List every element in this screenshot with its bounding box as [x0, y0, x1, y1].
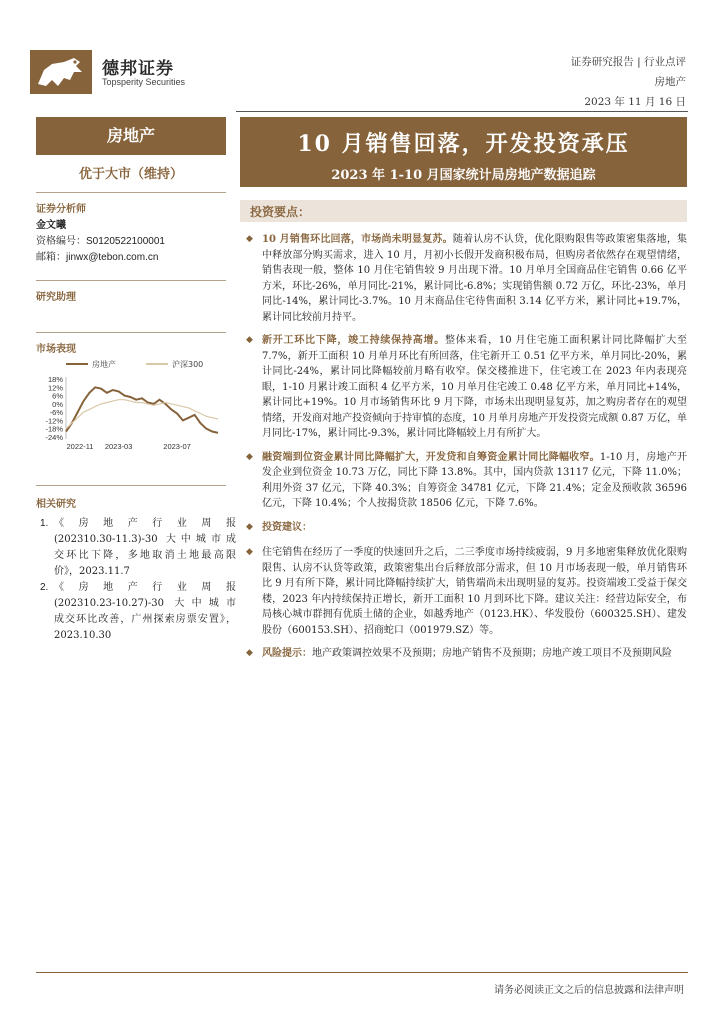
- key-point-paragraph: [244, 333, 687, 442]
- related-research-list: [36, 516, 236, 644]
- legend-label: 房地产: [92, 360, 116, 369]
- bullet-icon: ◆: [246, 648, 253, 658]
- related-item-num: 2.: [40, 582, 49, 593]
- related-item-line: (202310.30-11.3)-30 大中城市成: [54, 534, 236, 545]
- risk-body: 地产政策调控效果不及预期；房地产销售不及预期；房地产竣工项目不及预期风险: [312, 648, 672, 659]
- sidebar-divider: [36, 485, 226, 486]
- advice-paragraph: [244, 545, 687, 638]
- bullet-icon: ◆: [246, 521, 253, 532]
- analyst-cert: 资格编号：S0120522100001: [36, 236, 165, 247]
- y-tick-label: 12%: [47, 383, 63, 393]
- related-item-line: 交环比下降，多地取消土地最高限: [54, 550, 236, 561]
- related-item-line: 《 房 地 产 行 业 周 报: [54, 582, 236, 593]
- sidebar-divider: [36, 192, 226, 193]
- advice-heading: [244, 520, 687, 536]
- related-section-title: 相关研究: [36, 499, 76, 510]
- brand-logo: [30, 50, 200, 94]
- advice-body: 住宅销售在经历了一季度的快速回升之后，二三季度市场持续疲弱，9 月多地密集释放优化限购限售、认房不认贷等政策，政策密集出台后释放部分需求，但 10 月市场表现一般，单月销售环比 9 月有所下降，累计同比降幅持续扩大，销售端尚未出现明显的复苏。投资端竣工受益于保交楼，2023 年内持续保持正增长，新开工面积 10 月到环比下降。建议关注：经营边际安全，布局核心城市群拥有优质土储的企业，如越秀地产（0123.HK）、华发股份（600325.SH）、建发股份（600153.SH）、招商蛇口（001979.SZ）等。: [262, 547, 687, 636]
- market-performance-chart: [36, 357, 226, 457]
- key-point-paragraph: [244, 450, 687, 512]
- key-point-body: 1-10 月，房地产开发企业到位资金 10.73 万亿，同比下降 13.8%。其中，国内贷款 13117 亿元，下降 11.0%；利用外资 37 亿元，下降 40.3%；自筹资金 34781 亿元，下降 21.4%；定金及预收款 36596 亿元，下降 10.4%；个人按揭贷款 18506 亿元，下降 7.6%。: [262, 451, 687, 509]
- footer-disclaimer[interactable]: 请务必阅读正文之后的信息披露和法律声明: [494, 985, 684, 996]
- assistant-section-title: 研究助理: [36, 292, 76, 303]
- legend-label: 沪深300: [172, 360, 204, 369]
- y-tick-label: -6%: [49, 408, 63, 418]
- risk-label: 风险提示：: [262, 648, 312, 659]
- report-title-banner: [240, 117, 687, 187]
- report-meta: [571, 52, 686, 112]
- analyst-email[interactable]: 邮箱：jinwx@tebon.com.cn: [36, 252, 159, 263]
- analyst-name: 金文曦: [36, 220, 66, 231]
- y-tick-label: 18%: [47, 375, 63, 384]
- related-item-line: 2023.10.30: [54, 630, 112, 641]
- bullet-icon: ◆: [246, 335, 253, 345]
- market-chart-svg: [36, 357, 226, 457]
- key-points-bar: [240, 200, 687, 222]
- rating-label: 优于大市（维持）: [78, 167, 183, 182]
- sidebar-divider: [36, 332, 226, 333]
- risk-paragraph: [244, 646, 687, 662]
- key-points-label: 投资要点：: [250, 205, 311, 219]
- key-point-lead: 融资端到位资金累计同比降幅扩大，开发贷和自筹资金累计同比降幅收窄。: [262, 451, 600, 463]
- y-tick-label: -18%: [45, 424, 63, 434]
- y-tick-label: -12%: [45, 416, 63, 426]
- related-item-line: (202310.23-10.27)-30 大中城市: [54, 598, 236, 609]
- market-section-title: 市场表现: [36, 344, 76, 355]
- sidebar-divider: [36, 280, 226, 281]
- advice-label: 投资建议：: [262, 521, 312, 533]
- related-item[interactable]: [36, 580, 236, 644]
- analyst-section-title: 证券分析师: [36, 204, 86, 215]
- brand-name-en: Topsperity Securities: [102, 77, 186, 87]
- key-point-paragraph: [244, 232, 687, 325]
- related-item[interactable]: [36, 516, 236, 580]
- x-tick-label: 2023-03: [104, 442, 133, 451]
- bullet-icon: ◆: [246, 234, 253, 244]
- related-item-line: 成交环比改善，广州探索房票安置》，: [54, 614, 236, 625]
- report-date: 2023 年 11 月 16 日: [584, 96, 686, 108]
- bull-logo-icon: [30, 50, 92, 94]
- related-item-num: 1.: [40, 518, 49, 529]
- report-type: 证券研究报告 | 行业点评: [570, 56, 686, 68]
- key-point-body: 整体来看，10 月住宅施工面积累计同比降幅扩大至 7.7%，新开工面积 10 月单月环比有所回落，住宅新开工 0.51 亿平方米，单月同比-20%，累计同比-24%，累计同比降幅较前月略有收窄。保交楼推进下，住宅竣工在 2023 年内表现亮眼，1-10 月累计竣工面积 4 亿平方米，10 月单月住宅竣工 0.48 亿平方米，单月同比+14%，累计同比+19%。10 月市场销售环比 9 月下降，市场未出现明显复苏，加之购房者存在的观望情绪，开发商对地产投资倾向于持审慎的态度，10 月单月房地产开发投资完成额 0.87 万亿，单月同比-17%，累计同比-9.3%，累计同比降幅较上月有所扩大。: [262, 335, 687, 439]
- report-title: 10 月销售回落，开发投资承压: [297, 131, 630, 157]
- y-tick-label: 0%: [52, 399, 63, 409]
- industry-banner: 房地产: [36, 117, 226, 155]
- analyst-info: [36, 218, 226, 266]
- brand-name-cn: 德邦证券: [102, 59, 174, 79]
- key-point-body: 随着认房不认贷，优化限购限售等政策密集落地，集中释放部分购买需求，进入 10 月，月初小长假开发商积极布局，但购房者依然存在观望情绪，销售表现一般，整体 10 月住宅销售较 9 月出现下滑。10 月单月全国商品住宅销售 0.66 亿平方米，环比-26%，单月同比-21%，累计同比-6.8%；实现销售额 0.72 万亿，环比-23%，单月同比-14%，累计同比-3.7%。10 月末商品住宅待售面积 3.14 亿平方米，累计同比+19.7%，累计同比较前月持平。: [262, 234, 688, 323]
- report-industry: 房地产: [654, 76, 686, 88]
- footer-rule: [36, 972, 688, 973]
- main-content: [244, 232, 687, 670]
- report-subtitle: 2023 年 1-10 月国家统计局房地产数据追踪: [331, 168, 596, 183]
- related-item-line: 《 房 地 产 行 业 周 报: [54, 518, 236, 529]
- x-tick-label: 2022-11: [66, 442, 94, 451]
- header-rule: [236, 111, 688, 112]
- bullet-icon: ◆: [246, 451, 253, 462]
- y-tick-label: 6%: [52, 391, 63, 401]
- key-point-lead: 新开工环比下降，竣工持续保持高增。: [262, 335, 446, 346]
- y-tick-label: -24%: [45, 433, 63, 442]
- x-tick-label: 2023-07: [163, 442, 191, 451]
- bullet-icon: ◆: [246, 547, 253, 557]
- key-point-lead: 10 月销售环比回落，市场尚未明显复苏。: [262, 234, 453, 245]
- related-item-line: 价》，2023.11.7: [54, 566, 130, 577]
